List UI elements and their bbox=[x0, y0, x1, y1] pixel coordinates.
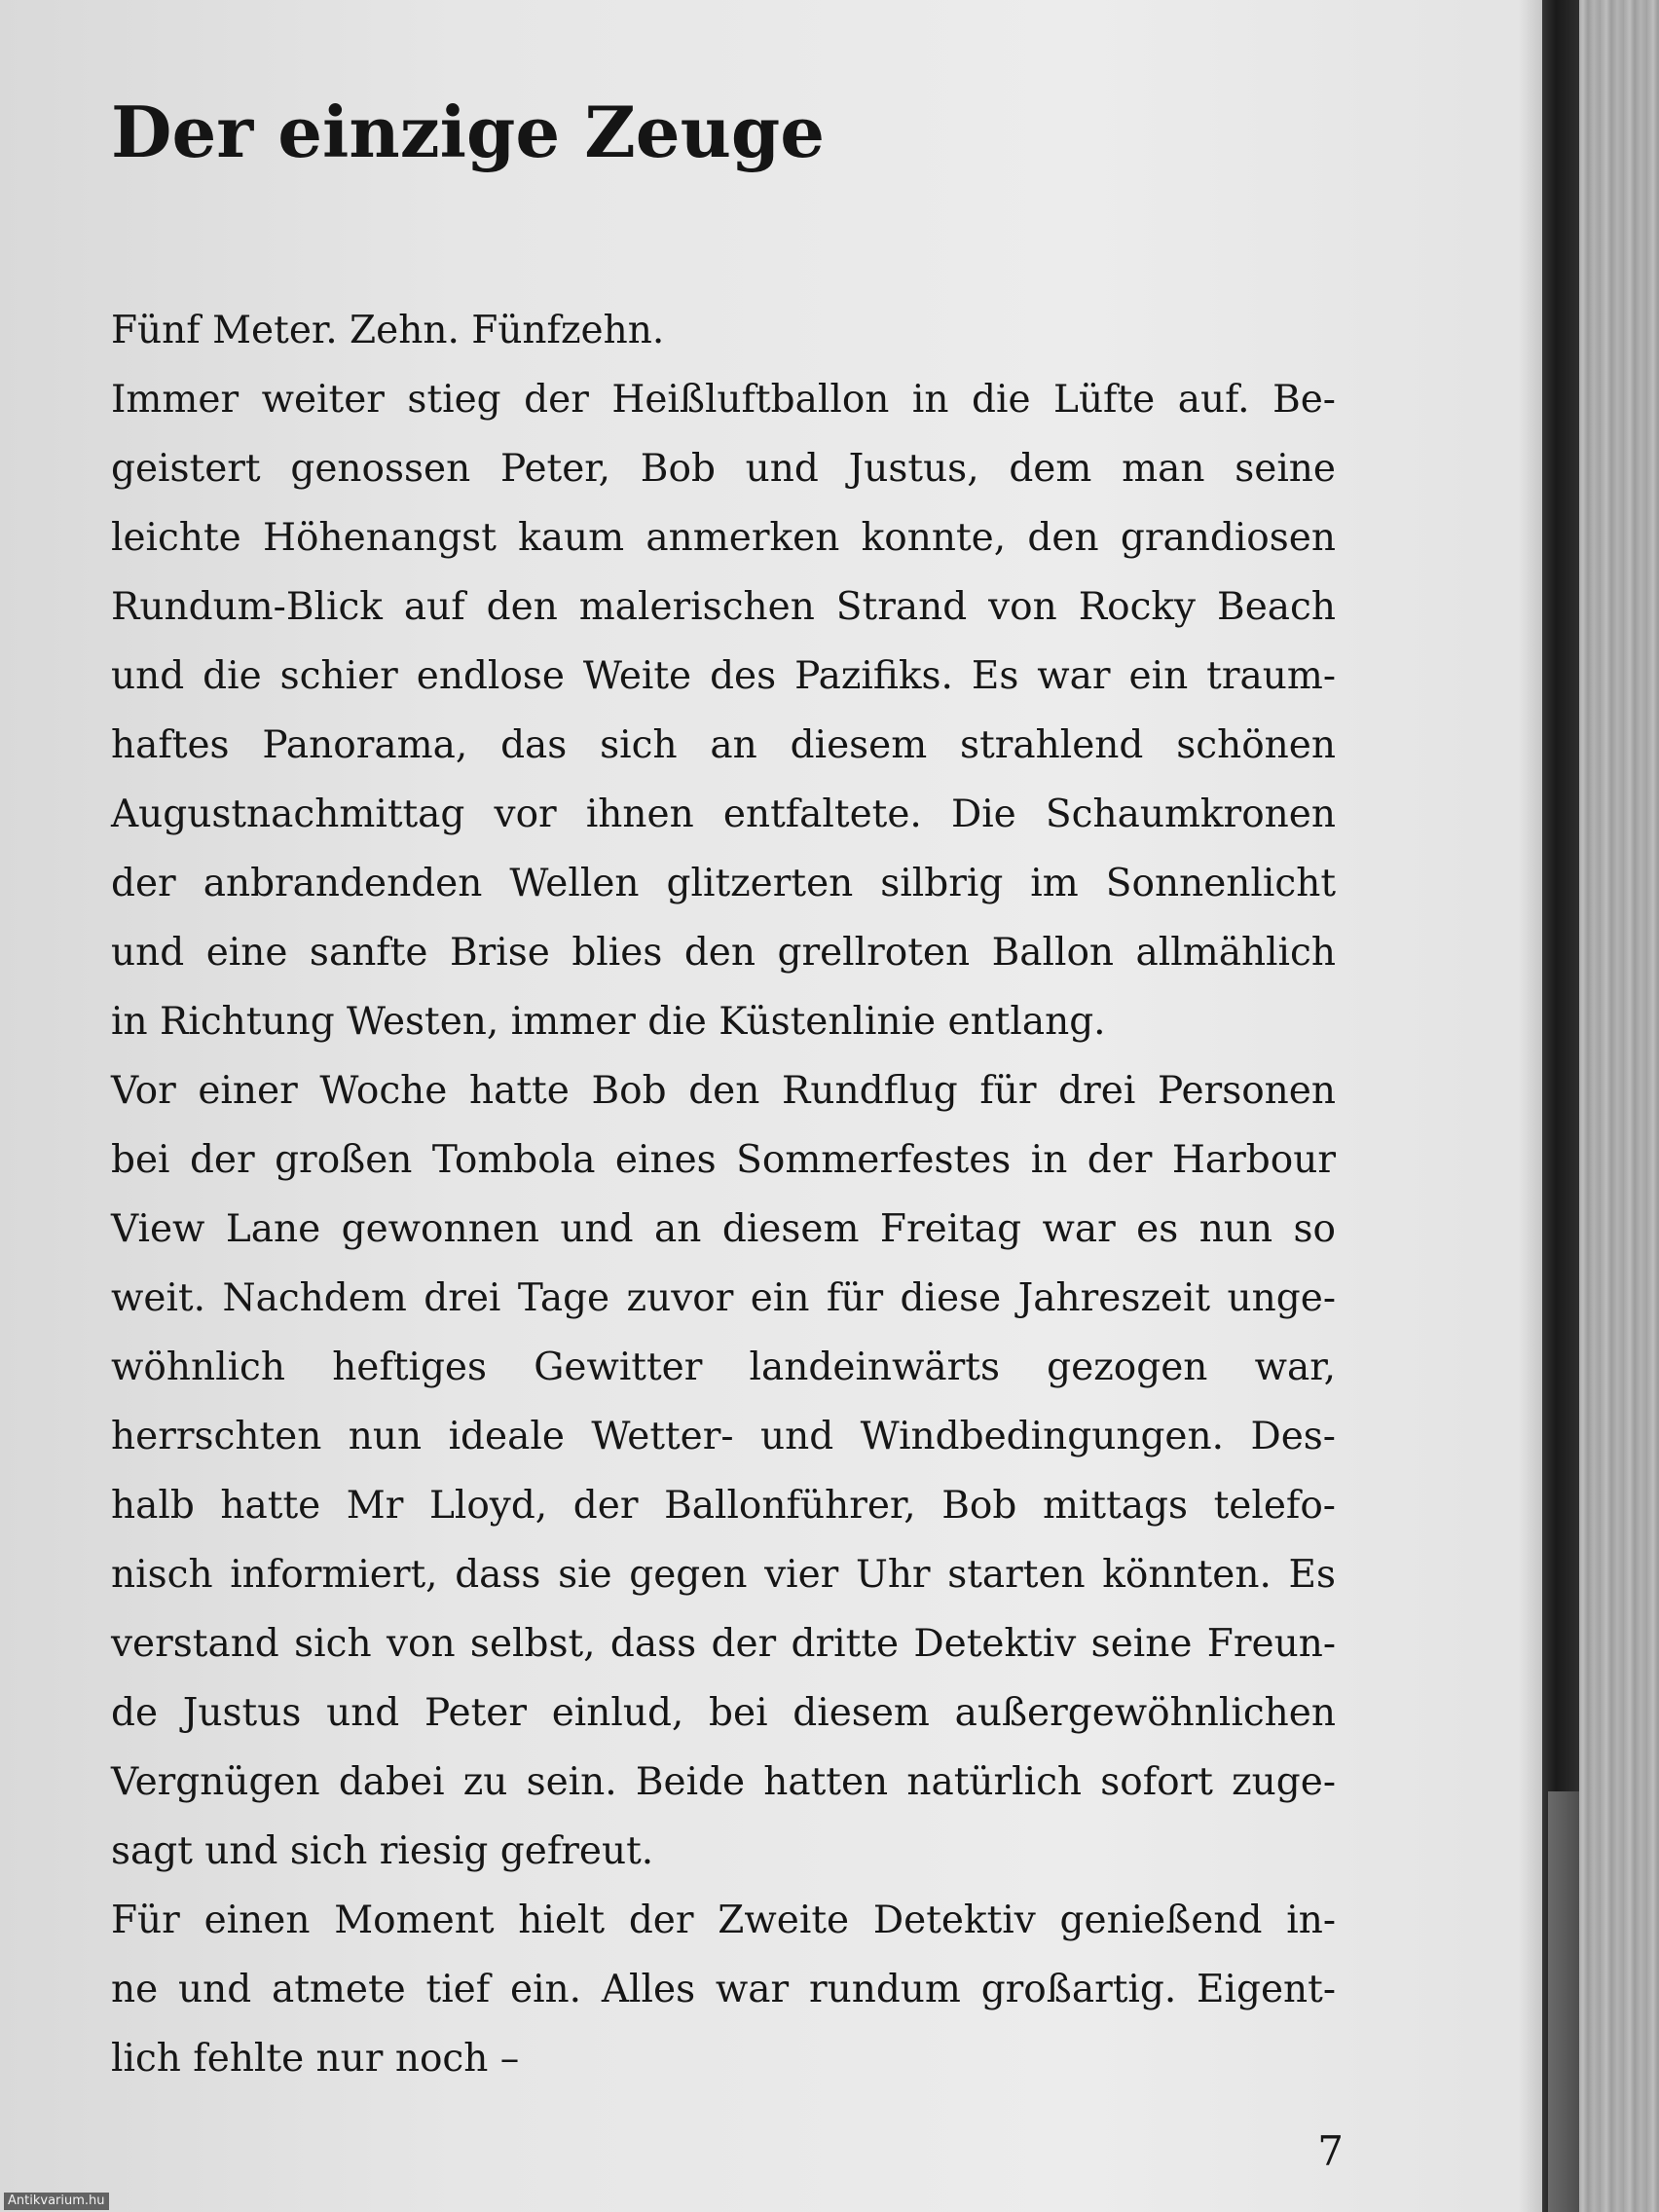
text-line: der anbrandenden Wellen glitzerten silbrig im Sonnenlicht bbox=[111, 862, 1336, 905]
text-line: de Justus und Peter einlud, bei diesem außergewöhnlichen bbox=[111, 1691, 1336, 1735]
text-line: lich fehlte nur noch – bbox=[111, 2037, 520, 2081]
book-cover-edge bbox=[1548, 1791, 1579, 2212]
text-line: herrschten nun ideale Wetter- und Windbedingungen. Des- bbox=[111, 1415, 1336, 1458]
text-line: geistert genossen Peter, Bob und Justus, dem man seine bbox=[111, 447, 1336, 491]
wooden-surface bbox=[1577, 0, 1659, 2212]
text-line: Immer weiter stieg der Heißluftballon in die Lüfte auf. Be- bbox=[111, 378, 1336, 422]
page-gutter-shadow bbox=[1519, 0, 1542, 2212]
watermark-label: Antikvarium.hu bbox=[4, 2193, 109, 2210]
text-line: Vor einer Woche hatte Bob den Rundflug für drei Personen bbox=[111, 1069, 1336, 1113]
text-line: halb hatte Mr Lloyd, der Ballonführer, Bob mittags telefo- bbox=[111, 1484, 1336, 1528]
text-line: wöhnlich heftiges Gewitter landeinwärts gezogen war, bbox=[111, 1346, 1336, 1389]
text-line: sagt und sich riesig gefreut. bbox=[111, 1829, 654, 1873]
text-line: Fünf Meter. Zehn. Fünfzehn. bbox=[111, 309, 665, 352]
page-number: 7 bbox=[1317, 2127, 1344, 2175]
text-line: in Richtung Westen, immer die Küstenlinie entlang. bbox=[111, 1000, 1106, 1044]
text-line: Für einen Moment hielt der Zweite Detektiv genießend in- bbox=[111, 1899, 1336, 1942]
text-line: View Lane gewonnen und an diesem Freitag war es nun so bbox=[111, 1207, 1336, 1251]
text-line: ne und atmete tief ein. Alles war rundum großartig. Eigent- bbox=[111, 1968, 1336, 2011]
chapter-body-text bbox=[111, 296, 1336, 2093]
text-line: leichte Höhenangst kaum anmerken konnte, den grandiosen bbox=[111, 516, 1336, 560]
text-line: Rundum-Blick auf den malerischen Strand von Rocky Beach bbox=[111, 585, 1336, 629]
text-line: bei der großen Tombola eines Sommerfestes in der Harbour bbox=[111, 1138, 1336, 1182]
text-line: weit. Nachdem drei Tage zuvor ein für diese Jahreszeit unge- bbox=[111, 1276, 1336, 1320]
text-line: und die schier endlose Weite des Pazifiks. Es war ein traum- bbox=[111, 654, 1336, 698]
text-line: verstand sich von selbst, dass der dritte Detektiv seine Freun- bbox=[111, 1622, 1336, 1666]
text-line: und eine sanfte Brise blies den grellroten Ballon allmählich bbox=[111, 931, 1336, 975]
text-line: Augustnachmittag vor ihnen entfaltete. Die Schaumkronen bbox=[111, 793, 1336, 836]
text-line: haftes Panorama, das sich an diesem strahlend schönen bbox=[111, 723, 1336, 767]
chapter-title: Der einzige Zeuge bbox=[111, 91, 826, 173]
text-line: nisch informiert, dass sie gegen vier Uhr starten könnten. Es bbox=[111, 1553, 1336, 1597]
text-line: Vergnügen dabei zu sein. Beide hatten natürlich sofort zuge- bbox=[111, 1760, 1336, 1804]
